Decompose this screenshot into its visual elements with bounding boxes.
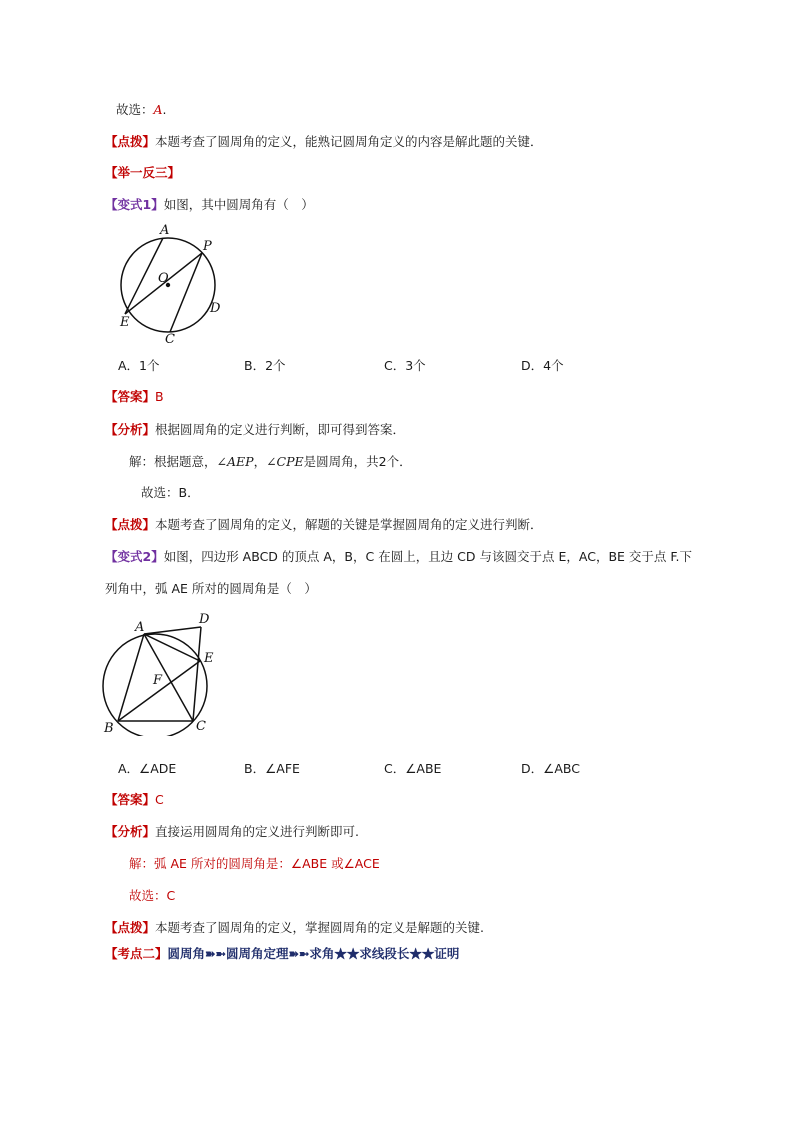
q1-option-b: B．2个 xyxy=(244,358,286,373)
q2-solution: 解：弧 AE 所对的圆周角是：∠ABE 或∠ACE xyxy=(129,856,380,871)
q1-solution: 解：根据题意，∠AEP，∠CPE是圆周角，共2个． xyxy=(129,454,412,469)
q2-option-c: C．∠ABE xyxy=(384,761,442,776)
tip-line-prev: 【点拨】本题考查了圆周角的定义，能熟记圆周角定义的内容是解此题的关键． xyxy=(105,134,543,149)
q2-figure xyxy=(98,606,228,736)
label-c: C xyxy=(165,332,175,347)
label-o: O xyxy=(158,271,169,286)
q1-analysis: 【分析】根据圆周角的定义进行判断，即可得到答案． xyxy=(105,422,406,437)
q2-option-d: D．∠ABC xyxy=(521,761,580,776)
q1-figure xyxy=(110,222,240,347)
topic2-heading: 【考点二】圆周角➽➼圆周角定理➽➼求角★★求线段长★★证明 xyxy=(105,946,460,961)
q1-tip: 【点拨】本题考查了圆周角的定义，解题的关键是掌握圆周角的定义进行判断． xyxy=(105,517,543,532)
label-f: F xyxy=(153,673,163,688)
q2-analysis: 【分析】直接运用圆周角的定义进行判断即可. xyxy=(105,824,359,839)
q2-stem-line1: 【变式2】如图，四边形 ABCD 的顶点 A，B，C 在圆上，且边 CD 与该圆交于点 E，AC，BE 交于点 F.下 xyxy=(105,549,693,564)
label-e: E xyxy=(204,651,214,666)
chosen-line-prev: 故选：A. xyxy=(116,102,167,117)
q1-option-a: A．1个 xyxy=(118,358,160,373)
label-p: P xyxy=(203,239,212,254)
q1-chosen: 故选：B． xyxy=(141,485,200,500)
q2-stem-line2: 列角中，弧 AE 所对的圆周角是（ ） xyxy=(105,581,317,596)
q2-chosen: 故选：C xyxy=(129,888,176,903)
q1-option-d: D．4个 xyxy=(521,358,564,373)
q1-answer: 【答案】B xyxy=(105,389,164,404)
q1-stem: 【变式1】如图，其中圆周角有（ ） xyxy=(105,197,314,212)
label-c: C xyxy=(196,719,206,734)
seg-ad xyxy=(144,627,201,634)
q2-option-a: A．∠ADE xyxy=(118,761,177,776)
seg-ac xyxy=(144,634,193,721)
seg-dc xyxy=(193,627,201,721)
q2-answer: 【答案】C xyxy=(105,792,164,807)
label-e: E xyxy=(120,315,130,330)
label-d: D xyxy=(199,612,210,627)
q2-tip: 【点拨】本题考查了圆周角的定义，掌握圆周角的定义是解题的关键. xyxy=(105,920,484,935)
seg-ab xyxy=(118,634,144,721)
label-b: B xyxy=(104,721,114,736)
q1-option-c: C．3个 xyxy=(384,358,426,373)
section-heading: 【举一反三】 xyxy=(105,165,181,180)
label-d: D xyxy=(210,301,221,316)
label-a: A xyxy=(160,223,170,238)
label-a: A xyxy=(135,620,145,635)
q2-option-b: B．∠AFE xyxy=(244,761,300,776)
